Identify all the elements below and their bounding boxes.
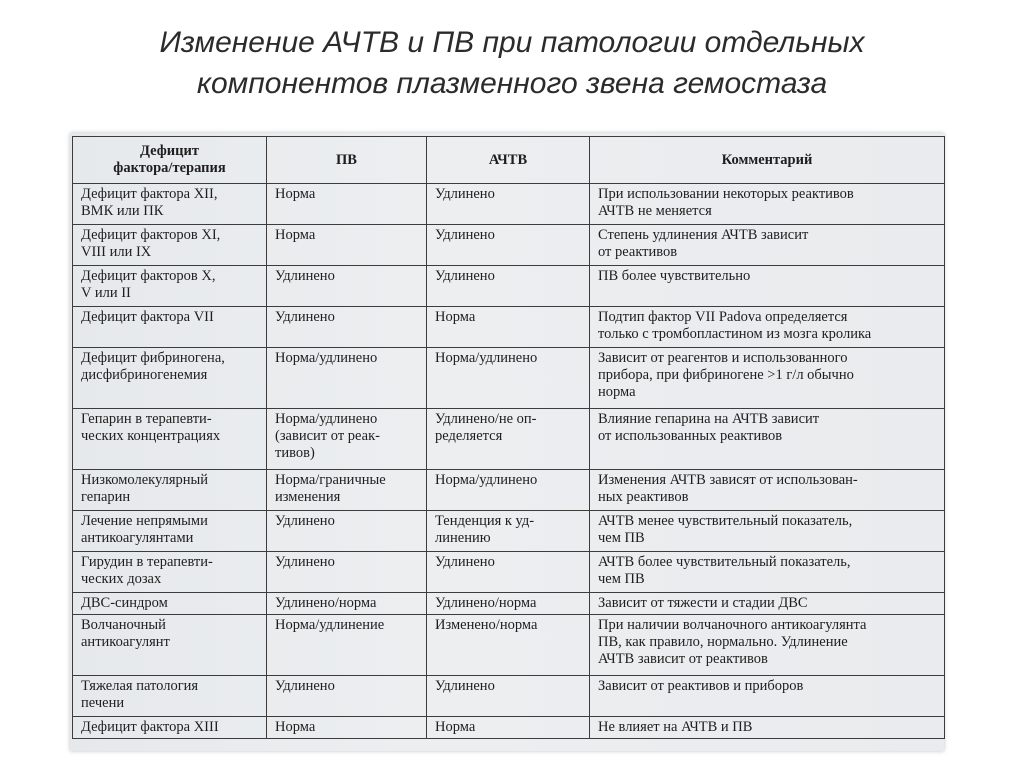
cell-comment: Зависит от реактивов и приборов: [590, 676, 945, 717]
table-row: [73, 409, 945, 470]
cell-deficit: Гепарин в терапевти- ческих концентрациях: [73, 409, 267, 470]
cell-deficit: Дефицит фактора VII: [73, 307, 267, 348]
cell-achtv: Тенденция к уд- линению: [427, 511, 590, 552]
cell-achtv: Норма/удлинено: [427, 348, 590, 409]
cell-deficit: Волчаночный антикоагулянт: [73, 615, 267, 676]
cell-achtv: Изменено/норма: [427, 615, 590, 676]
slide-title: [0, 22, 1024, 104]
table-row: [73, 676, 945, 717]
table-row: [73, 717, 945, 739]
cell-deficit: Дефицит факторов XI, VIII или IX: [73, 225, 267, 266]
cell-pv: Норма: [267, 717, 427, 739]
cell-comment: ПВ более чувствительно: [590, 266, 945, 307]
header-comment: Комментарий: [590, 137, 945, 184]
cell-deficit: Дефицит факторов X, V или II: [73, 266, 267, 307]
cell-comment: Изменения АЧТВ зависят от использован- ных реактивов: [590, 470, 945, 511]
cell-comment: Зависит от реагентов и использованного прибора, при фибриногене >1 г/л обычно норма: [590, 348, 945, 409]
header-pv: ПВ: [267, 137, 427, 184]
cell-pv: Удлинено: [267, 676, 427, 717]
cell-deficit: Дефицит фактора XII, ВМК или ПК: [73, 184, 267, 225]
cell-achtv: Норма/удлинено: [427, 470, 590, 511]
cell-pv: Удлинено/норма: [267, 593, 427, 615]
cell-achtv: Удлинено: [427, 184, 590, 225]
header-achtv: АЧТВ: [427, 137, 590, 184]
cell-comment: При использовании некоторых реактивов АЧТВ не меняется: [590, 184, 945, 225]
cell-deficit: ДВС-синдром: [73, 593, 267, 615]
cell-comment: АЧТВ менее чувствительный показатель, чем ПВ: [590, 511, 945, 552]
coagulation-table: [72, 136, 945, 739]
cell-pv: Удлинено: [267, 552, 427, 593]
cell-deficit: Дефицит фактора XIII: [73, 717, 267, 739]
cell-deficit: Лечение непрямыми антикоагулянтами: [73, 511, 267, 552]
cell-deficit: Низкомолекулярный гепарин: [73, 470, 267, 511]
table-row: [73, 615, 945, 676]
cell-pv: Норма/удлинено: [267, 348, 427, 409]
cell-pv: Удлинено: [267, 307, 427, 348]
cell-pv: Норма: [267, 225, 427, 266]
table-row: [73, 470, 945, 511]
cell-achtv: Удлинено: [427, 552, 590, 593]
cell-pv: Удлинено: [267, 266, 427, 307]
title-line-2: компонентов плазменного звена гемостаза: [196, 67, 828, 100]
cell-achtv: Норма: [427, 307, 590, 348]
table-row: [73, 552, 945, 593]
header-deficit: Дефицит фактора/терапия: [73, 137, 267, 184]
cell-achtv: Удлинено/не оп- ределяется: [427, 409, 590, 470]
cell-pv: Норма/граничные изменения: [267, 470, 427, 511]
table-row: [73, 225, 945, 266]
cell-pv: Норма: [267, 184, 427, 225]
cell-comment: При наличии волчаночного антикоагулянта ПВ, как правило, нормально. Удлинение АЧТВ зависит от реактивов: [590, 615, 945, 676]
cell-deficit: Тяжелая патология печени: [73, 676, 267, 717]
table-row: [73, 307, 945, 348]
title-line-1: Изменение АЧТВ и ПВ при патологии отдельных: [159, 26, 865, 59]
cell-pv: Удлинено: [267, 511, 427, 552]
cell-pv: Норма/удлинение: [267, 615, 427, 676]
table-row: [73, 266, 945, 307]
cell-deficit: Дефицит фибриногена, дисфибриногенемия: [73, 348, 267, 409]
cell-deficit: Гирудин в терапевти- ческих дозах: [73, 552, 267, 593]
table-row: [73, 593, 945, 615]
cell-achtv: Удлинено/норма: [427, 593, 590, 615]
table-header-row: [73, 137, 945, 184]
cell-comment: Не влияет на АЧТВ и ПВ: [590, 717, 945, 739]
table-row: [73, 511, 945, 552]
cell-comment: Степень удлинения АЧТВ зависит от реактивов: [590, 225, 945, 266]
cell-comment: АЧТВ более чувствительный показатель, чем ПВ: [590, 552, 945, 593]
cell-comment: Подтип фактор VII Padova определяется только с тромбопластином из мозга кролика: [590, 307, 945, 348]
table-row: [73, 184, 945, 225]
cell-achtv: Норма: [427, 717, 590, 739]
cell-achtv: Удлинено: [427, 676, 590, 717]
table-row: [73, 348, 945, 409]
cell-pv: Норма/удлинено (зависит от реак- тивов): [267, 409, 427, 470]
cell-comment: Влияние гепарина на АЧТВ зависит от использованных реактивов: [590, 409, 945, 470]
cell-comment: Зависит от тяжести и стадии ДВС: [590, 593, 945, 615]
cell-achtv: Удлинено: [427, 266, 590, 307]
cell-achtv: Удлинено: [427, 225, 590, 266]
